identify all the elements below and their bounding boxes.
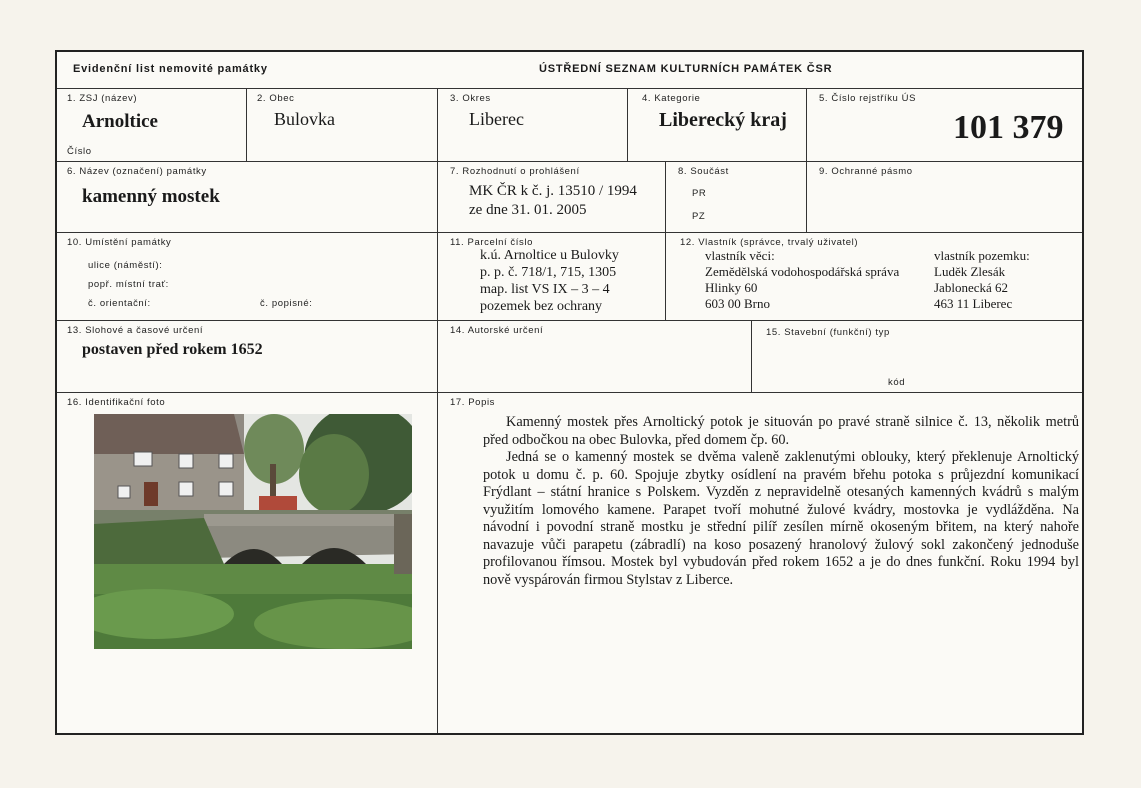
slohove-cell xyxy=(57,321,438,393)
vlastnik-cell xyxy=(666,233,1082,321)
description-paragraph: Kamenný mostek přes Arnoltický potok je situován po pravé straně silnice č. 13, několik metrů před odbočkou na obec Bulovka, před domem čp. 60. xyxy=(483,414,1079,448)
registry-title: ÚSTŘEDNÍ SEZNAM KULTURNÍCH PAMÁTEK ČSR xyxy=(539,63,833,75)
okres-label: 3. Okres xyxy=(450,93,491,104)
stavebni-cell xyxy=(752,321,1082,393)
parcelni-label: 11. Parcelní číslo xyxy=(450,237,533,248)
okres-cell xyxy=(438,89,628,162)
kategorie-cell xyxy=(628,89,807,162)
soucast-pr: PR xyxy=(692,188,707,199)
kategorie-value: Liberecký kraj xyxy=(659,109,787,131)
nazev-label: 6. Název (označení) památky xyxy=(67,166,207,177)
vlastnik-veci-line: Hlinky 60 xyxy=(705,280,758,295)
obec-value: Bulovka xyxy=(274,109,335,129)
vlastnik-label: 12. Vlastník (správce, trvalý uživatel) xyxy=(680,237,859,248)
slohove-label: 13. Slohové a časové určení xyxy=(67,325,204,336)
nazev-cell xyxy=(57,162,438,233)
identification-photo xyxy=(94,414,412,649)
card-type-title: Evidenční list nemovité památky xyxy=(73,63,268,75)
vlastnik-pozemku-line: Jablonecká 62 xyxy=(934,280,1009,295)
parcelni-line: pozemek bez ochrany xyxy=(480,299,603,314)
umisteni-label: 10. Umístění památky xyxy=(67,237,172,248)
vlastnik-veci-line: 603 00 Brno xyxy=(705,296,770,311)
ulice-label: ulice (náměstí): xyxy=(88,260,163,271)
kod-label: kód xyxy=(888,377,906,388)
foto-label: 16. Identifikační foto xyxy=(67,397,166,408)
header-row xyxy=(57,52,1082,89)
okres-value: Liberec xyxy=(469,109,524,129)
rejstrik-cell xyxy=(807,89,1082,162)
zsj-value: Arnoltice xyxy=(82,111,158,132)
stavebni-label: 15. Stavební (funkční) typ xyxy=(766,327,890,338)
soucast-pz: PZ xyxy=(692,211,706,222)
slohove-value: postaven před rokem 1652 xyxy=(82,341,263,358)
obec-cell xyxy=(247,89,438,162)
rejstrik-label: 5. Číslo rejstříku ÚS xyxy=(819,93,917,104)
autorske-cell xyxy=(438,321,752,393)
pasmo-cell xyxy=(807,162,1082,233)
nazev-value: kamenný mostek xyxy=(82,186,220,207)
rozhodnuti-line2: ze dne 31. 01. 2005 xyxy=(469,202,587,218)
vlastnik-veci-line: vlastník věci: xyxy=(705,248,775,263)
autorske-label: 14. Autorské určení xyxy=(450,325,544,336)
popis-label: 17. Popis xyxy=(450,397,496,408)
parcelni-line: p. p. č. 718/1, 715, 1305 xyxy=(480,265,617,280)
parcelni-line: map. list VS IX – 3 – 4 xyxy=(480,282,610,297)
popisne-label: č. popisné: xyxy=(260,298,313,309)
rozhodnuti-line1: MK ČR k č. j. 13510 / 1994 xyxy=(469,183,637,199)
popr-label: popř. místní trať: xyxy=(88,279,169,290)
orient-label: č. orientační: xyxy=(88,298,151,309)
description-paragraph: Jedná se o kamenný mostek se dvěma valeně zaklenutými oblouky, který překlenuje Arnoltický potok u domu č. p. 60. Spojuje zbytky osídlení na pravém břehu potoka s průjezdní komunikací Frýdlant – státní hranice s Polskem. Vyzděn z nepravidelně otesaných kamenných kvádrů s malým využitím lomového kamene. Parapet tvoří mohutné žulové kvádry, mostovka je vydlážděna. Na návodní i povodní straně mostku je střední pilíř zesílen mírně okoseným břitem, na který nahoře navazuje vůči parapetu (zábradlí) na koso posazený hranolový žulový sokl zakončený jednoduše profilovanou římsou. Mostek byl vybudován před rokem 1652 a je do dnes funkční. Roku 1994 byl nově vyspárován firmou Stylstav z Liberce. xyxy=(483,449,1079,588)
rozhodnuti-label: 7. Rozhodnutí o prohlášení xyxy=(450,166,580,177)
parcelni-line: k.ú. Arnoltice u Bulovky xyxy=(480,248,619,263)
zsj-cell xyxy=(57,89,247,162)
bridge-photo-illustration xyxy=(94,414,412,649)
kategorie-label: 4. Kategorie xyxy=(642,93,701,104)
obec-label: 2. Obec xyxy=(257,93,295,104)
cislo-label: Číslo xyxy=(67,146,92,157)
description-text xyxy=(483,414,1079,589)
vlastnik-pozemku-line: 463 11 Liberec xyxy=(934,296,1013,311)
vlastnik-pozemku-line: Luděk Zlesák xyxy=(934,264,1006,279)
vlastnik-veci-line: Zemědělská vodohospodářská správa xyxy=(705,264,900,279)
soucast-label: 8. Součást xyxy=(678,166,729,177)
vlastnik-pozemku-line: vlastník pozemku: xyxy=(934,248,1030,263)
parcelni-cell xyxy=(438,233,666,321)
record-card xyxy=(55,50,1084,735)
umisteni-cell xyxy=(57,233,438,321)
soucast-cell xyxy=(666,162,807,233)
pasmo-label: 9. Ochranné pásmo xyxy=(819,166,913,177)
rozhodnuti-cell xyxy=(438,162,666,233)
zsj-label: 1. ZSJ (název) xyxy=(67,93,138,104)
rejstrik-value: 101 379 xyxy=(953,109,1064,146)
